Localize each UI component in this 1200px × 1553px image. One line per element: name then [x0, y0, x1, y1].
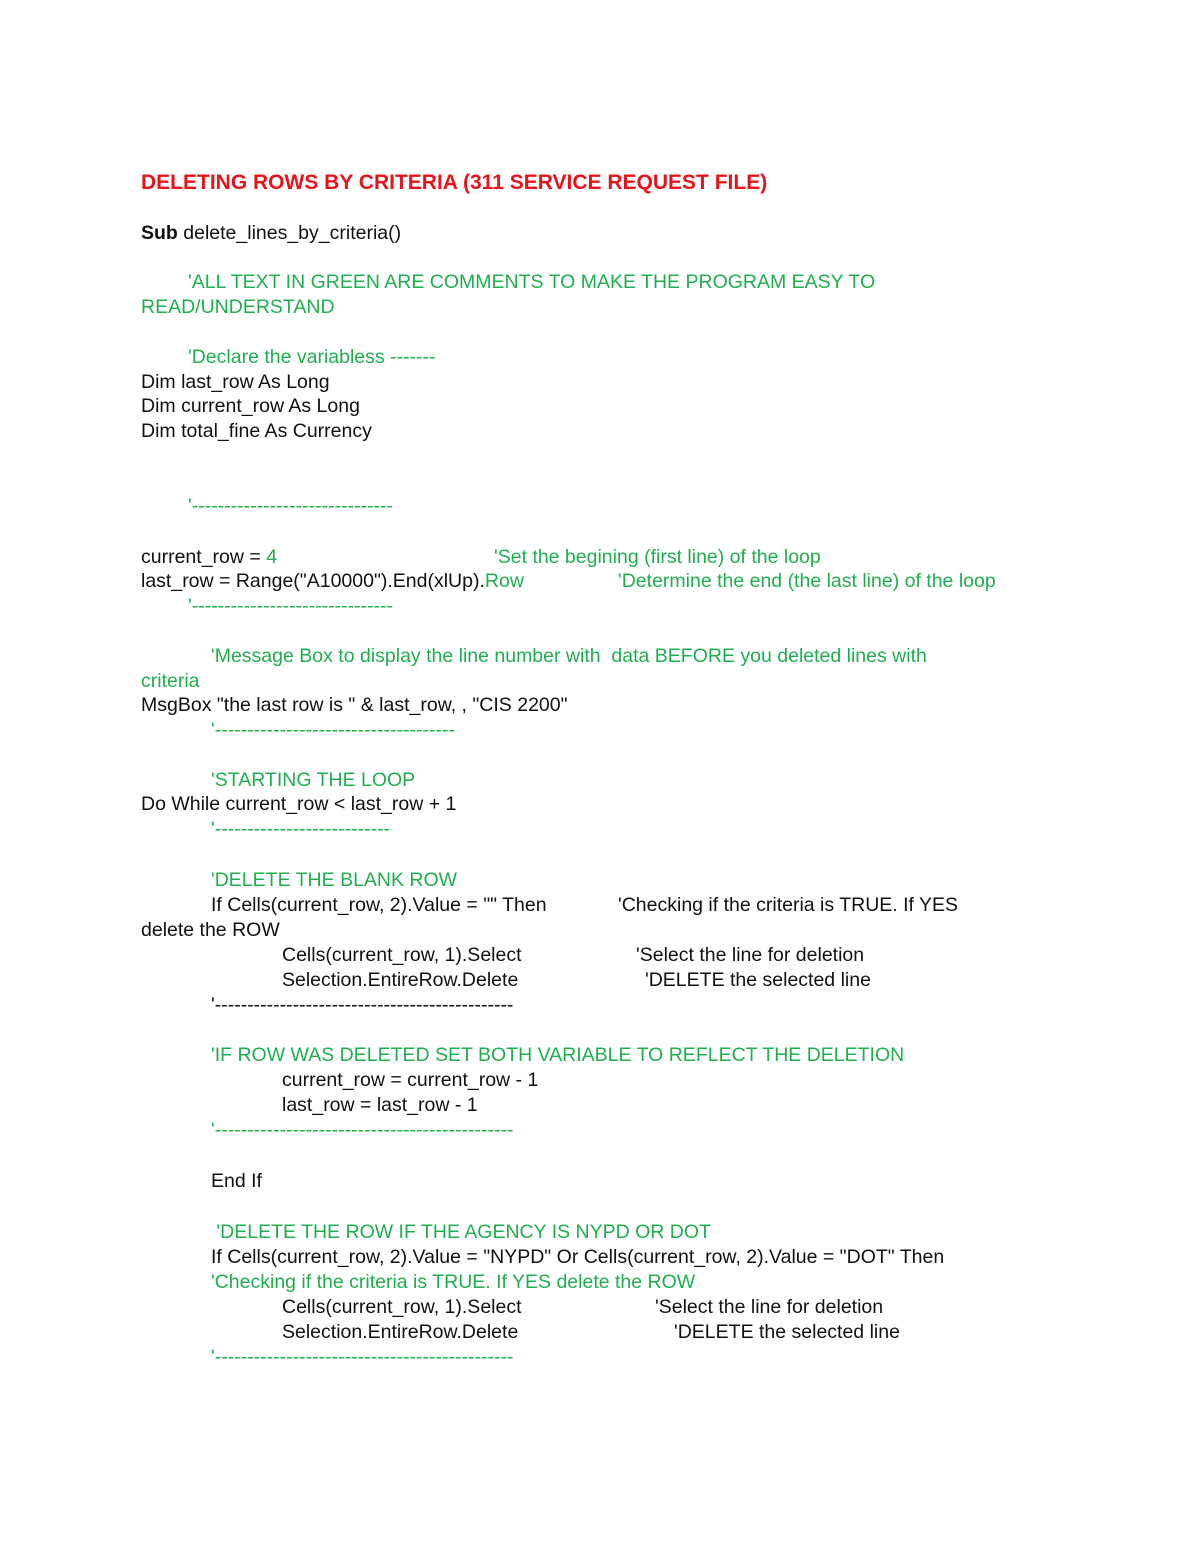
comment-checking-line-1: 'Checking if the criteria is TRUE. If YES [618, 894, 959, 916]
comment-checking-agency: 'Checking if the criteria is TRUE. If YES delete the ROW [211, 1271, 696, 1293]
comment-delete-selected-2: 'DELETE the selected line [674, 1321, 900, 1343]
comment-msgbox-line-1: 'Message Box to display the line number with data BEFORE you deleted lines with [211, 645, 927, 667]
separator-5: '---------------------------------------------- [211, 994, 514, 1016]
msgbox-statement: MsgBox "the last row is " & last_row, , "CIS 2200" [141, 694, 568, 716]
cells-select-statement-1: Cells(current_row, 1).Select [282, 944, 522, 966]
end-if-statement: End If [211, 1170, 262, 1192]
last-row-decrement: last_row = last_row - 1 [282, 1094, 478, 1116]
last-row-prop: Row [484, 570, 524, 592]
selection-delete-statement-1: Selection.EntireRow.Delete [282, 969, 519, 991]
comment-determine-end: 'Determine the end (the last line) of the loop [618, 570, 996, 592]
comment-checking-line-2: delete the ROW [141, 919, 280, 941]
separator-7: '---------------------------------------------- [211, 1346, 514, 1368]
dim-last-row: Dim last_row As Long [141, 371, 330, 393]
document-title: DELETING ROWS BY CRITERIA (311 SERVICE REQUEST FILE) [141, 171, 768, 194]
comment-starting-loop: 'STARTING THE LOOP [211, 769, 416, 791]
comment-delete-selected-1: 'DELETE the selected line [645, 969, 871, 991]
comment-all-text-line-1: 'ALL TEXT IN GREEN ARE COMMENTS TO MAKE THE PROGRAM EASY TO [188, 271, 876, 293]
comment-set-beginning: 'Set the begining (first line) of the loop [494, 546, 821, 568]
comment-delete-blank-row: 'DELETE THE BLANK ROW [211, 869, 458, 891]
current-row-value: 4 [266, 546, 278, 568]
sub-keyword: Sub [141, 222, 178, 244]
current-row-decrement: current_row = current_row - 1 [282, 1069, 539, 1091]
comment-select-line-1: 'Select the line for deletion [636, 944, 865, 966]
separator-2: '------------------------------- [188, 595, 394, 617]
comment-if-row-deleted: 'IF ROW WAS DELETED SET BOTH VARIABLE TO REFLECT THE DELETION [211, 1044, 905, 1066]
comment-declare: 'Declare the variabless ------- [188, 346, 436, 368]
if-blank-statement: If Cells(current_row, 2).Value = "" Then [211, 894, 547, 916]
last-row-assignment [141, 569, 524, 593]
comment-delete-agency: 'DELETE THE ROW IF THE AGENCY IS NYPD OR DOT [211, 1221, 711, 1243]
cells-select-statement-2: Cells(current_row, 1).Select [282, 1296, 522, 1318]
current-row-assign-text: current_row = [141, 546, 267, 568]
dim-total-fine: Dim total_fine As Currency [141, 420, 372, 442]
comment-msgbox-line-2: criteria [141, 670, 200, 692]
selection-delete-statement-2: Selection.EntireRow.Delete [282, 1321, 519, 1343]
sub-declaration [141, 221, 401, 245]
sub-name: delete_lines_by_criteria() [177, 222, 402, 244]
comment-all-text-line-2: READ/UNDERSTAND [141, 296, 335, 318]
dim-current-row: Dim current_row As Long [141, 395, 360, 417]
comment-select-line-2: 'Select the line for deletion [655, 1296, 884, 1318]
separator-6: '---------------------------------------------- [211, 1119, 514, 1141]
last-row-assign-text: last_row = Range("A10000").End(xlUp). [141, 570, 485, 592]
separator-1: '------------------------------- [188, 495, 394, 517]
separator-3: '------------------------------------- [211, 719, 455, 741]
separator-4: '--------------------------- [211, 818, 391, 840]
do-while-statement: Do While current_row < last_row + 1 [141, 793, 457, 815]
if-agency-statement: If Cells(current_row, 2).Value = "NYPD" Or Cells(current_row, 2).Value = "DOT" Then [211, 1246, 945, 1268]
current-row-assignment [141, 545, 277, 569]
